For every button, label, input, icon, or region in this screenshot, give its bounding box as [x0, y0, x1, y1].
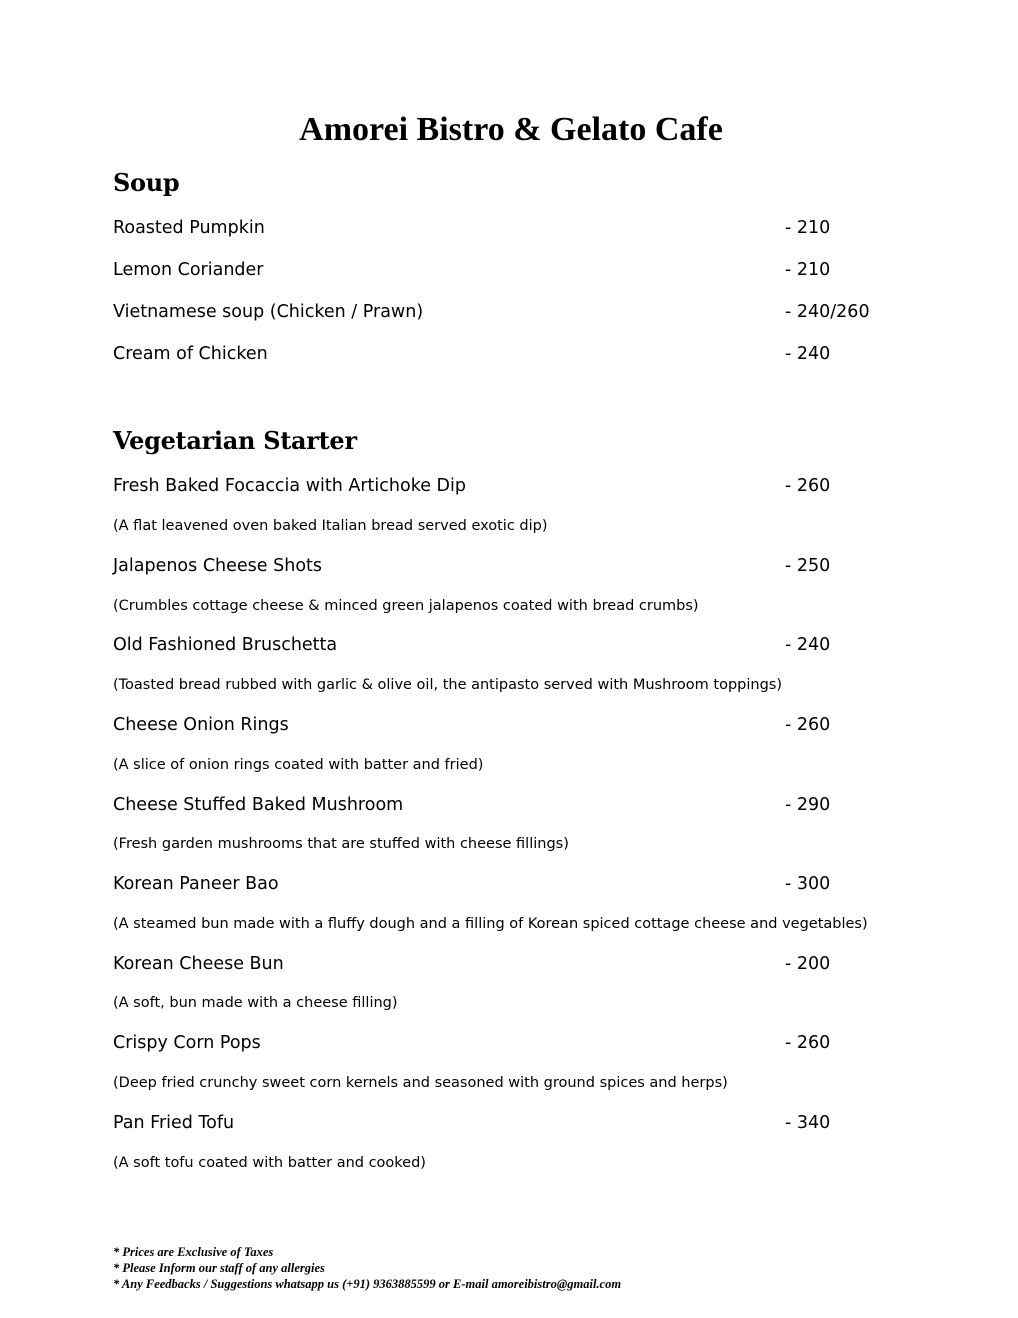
footer-note-feedback: * Any Feedbacks / Suggestions whatsapp us (+91) 9363885599 or E-mail amoreibistro@gmail.com — [113, 1277, 622, 1291]
footer-note-allergies: * Please Inform our staff of any allergies — [113, 1261, 325, 1275]
section-heading-soup: Soup — [113, 168, 180, 197]
menu-item-description: (A flat leavened oven baked Italian bread served exotic dip) — [113, 518, 548, 534]
menu-item-description: (Toasted bread rubbed with garlic & olive oil, the antipasto served with Mushroom toppings) — [113, 677, 782, 693]
menu-item-price: - 210 — [785, 260, 831, 280]
menu-item-price: - 240 — [785, 344, 831, 364]
menu-item-description: (A soft tofu coated with batter and cooked) — [113, 1155, 426, 1171]
menu-item-name: Korean Paneer Bao — [113, 874, 279, 894]
menu-item-name: Cheese Onion Rings — [113, 715, 289, 735]
menu-item-price: - 240/260 — [785, 302, 870, 322]
menu-item-name: Cheese Stuffed Baked Mushroom — [113, 795, 404, 815]
menu-item-name: Crispy Corn Pops — [113, 1033, 261, 1053]
menu-item-description: (Fresh garden mushrooms that are stuffed with cheese fillings) — [113, 836, 569, 852]
page-title: Amorei Bistro & Gelato Cafe — [299, 111, 723, 148]
footer-notes — [113, 1244, 913, 1292]
menu-item-price: - 260 — [785, 1033, 831, 1053]
menu-item-price: - 210 — [785, 218, 831, 238]
menu-item-price: - 260 — [785, 715, 831, 735]
menu-item-price: - 340 — [785, 1113, 831, 1133]
menu-item-name: Fresh Baked Focaccia with Artichoke Dip — [113, 476, 466, 496]
menu-item-price: - 300 — [785, 874, 831, 894]
menu-item-description: (Crumbles cottage cheese & minced green jalapenos coated with bread crumbs) — [113, 598, 699, 614]
menu-item-name: Roasted Pumpkin — [113, 218, 265, 238]
menu-item-description: (Deep fried crunchy sweet corn kernels and seasoned with ground spices and herps) — [113, 1075, 728, 1091]
menu-item-price: - 250 — [785, 556, 831, 576]
menu-item-name: Pan Fried Tofu — [113, 1113, 235, 1133]
menu-item-description: (A slice of onion rings coated with batter and fried) — [113, 757, 484, 773]
footer-note-taxes: * Prices are Exclusive of Taxes — [113, 1245, 274, 1259]
menu-item-name: Korean Cheese Bun — [113, 954, 284, 974]
menu-item-name: Vietnamese soup (Chicken / Prawn) — [113, 302, 424, 322]
menu-item-name: Jalapenos Cheese Shots — [113, 556, 323, 576]
menu-item-price: - 240 — [785, 635, 831, 655]
menu-item-name: Lemon Coriander — [113, 260, 264, 280]
menu-item-price: - 290 — [785, 795, 831, 815]
menu-item-price: - 260 — [785, 476, 831, 496]
menu-item-name: Old Fashioned Bruschetta — [113, 635, 338, 655]
menu-item-price: - 200 — [785, 954, 831, 974]
section-heading-vegetarian-starter: Vegetarian Starter — [113, 426, 357, 455]
menu-item-description: (A steamed bun made with a fluffy dough and a filling of Korean spiced cottage cheese and vegetables) — [113, 916, 868, 932]
menu-item-name: Cream of Chicken — [113, 344, 268, 364]
menu-item-description: (A soft, bun made with a cheese filling) — [113, 995, 398, 1011]
